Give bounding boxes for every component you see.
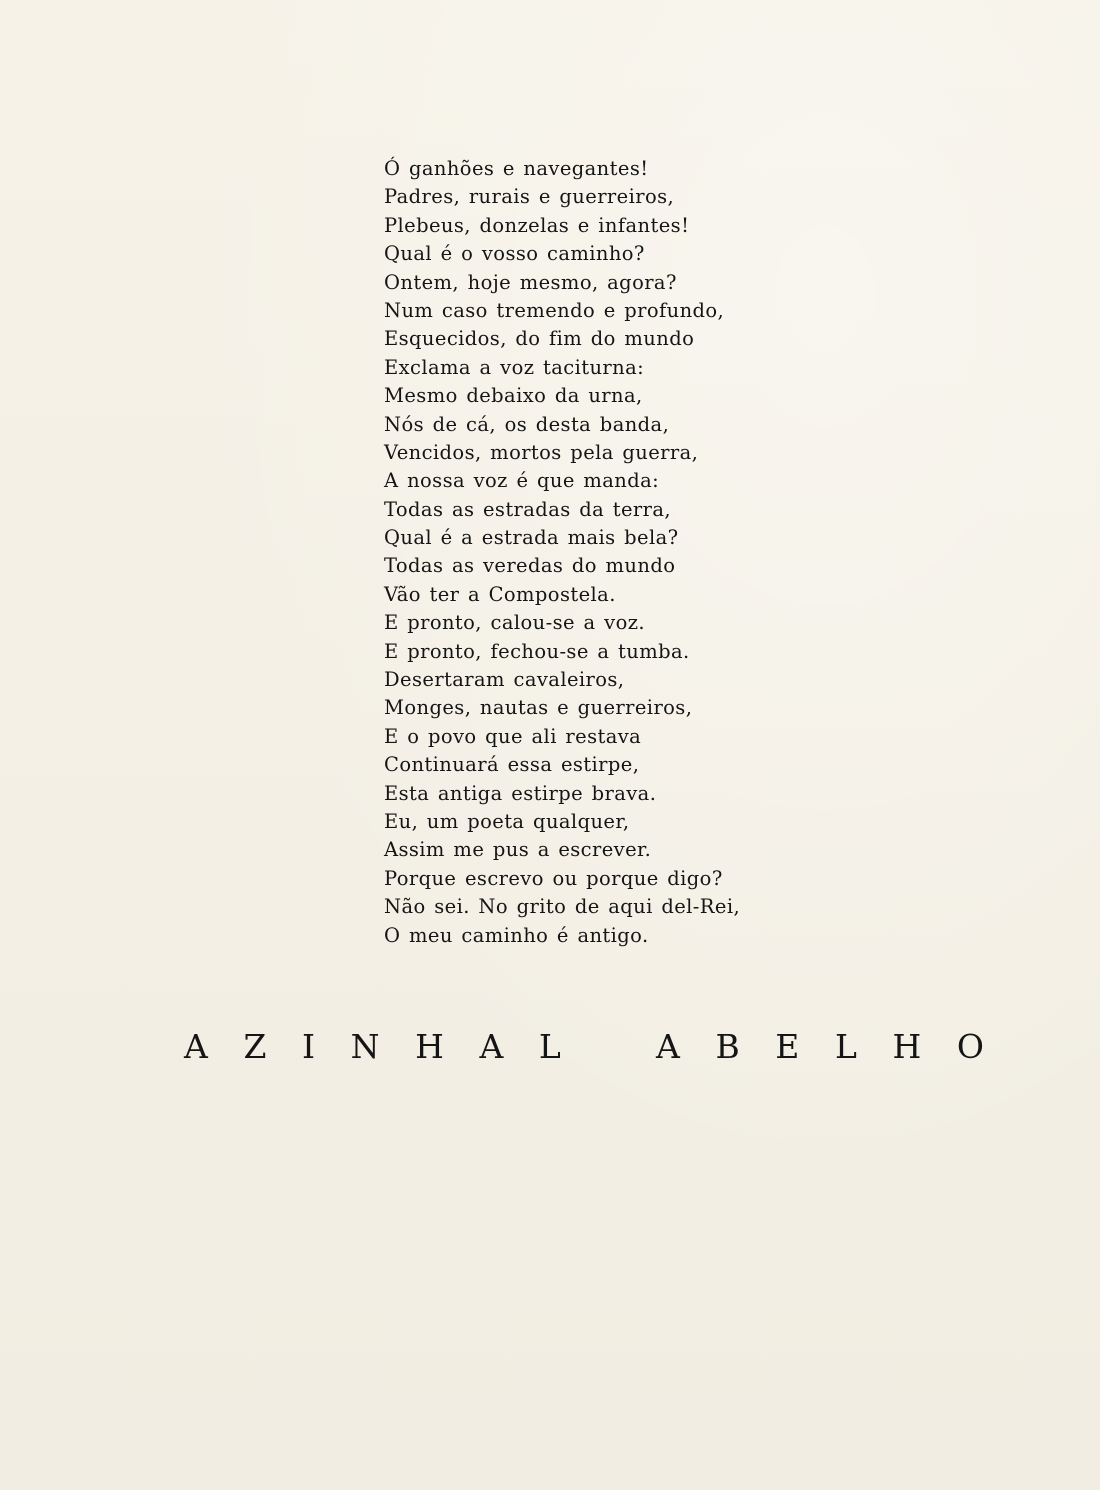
poem-line: Num caso tremendo e profundo, — [384, 298, 725, 322]
poem-line: Qual é a estrada mais bela? — [384, 526, 679, 550]
author-letter: B — [715, 1027, 740, 1066]
poem-line: Monges, nautas e guerreiros, — [384, 696, 693, 720]
author-letter: O — [956, 1027, 984, 1066]
poem-line: Eu, um poeta qualquer, — [384, 809, 630, 833]
poem-line: Porque escrevo ou porque digo? — [384, 866, 723, 890]
poem-line: Esquecidos, do fim do mundo — [384, 327, 695, 351]
poem-line: Ontem, hoje mesmo, agora? — [384, 270, 677, 294]
poem-line: Esta antiga estirpe brava. — [384, 781, 657, 805]
poem-line: E pronto, fechou-se a tumba. — [384, 639, 690, 663]
poem-line: Assim me pus a escrever. — [384, 838, 652, 862]
poem-line: Mesmo debaixo da urna, — [384, 384, 643, 408]
poem-line: Todas as veredas do mundo — [384, 554, 676, 578]
poem-line: O meu caminho é antigo. — [384, 923, 649, 947]
author-letter: Z — [243, 1027, 267, 1066]
poem-line: Plebeus, donzelas e infantes! — [384, 213, 690, 237]
poem-line: Vencidos, mortos pela guerra, — [384, 440, 699, 464]
author-letter: I — [301, 1027, 316, 1066]
author-letter: H — [415, 1027, 444, 1066]
poem-line: Vão ter a Compostela. — [384, 582, 616, 606]
poem-line: Nós de cá, os desta banda, — [384, 412, 670, 436]
author-name — [184, 1027, 984, 1067]
poem-line: Qual é o vosso caminho? — [384, 242, 645, 266]
author-letter: A — [656, 1027, 680, 1066]
poem-line: Todas as estradas da terra, — [384, 497, 671, 521]
poem-line: Ó ganhões e navegantes! — [384, 157, 649, 180]
poem-line: Não sei. No grito de aqui del-Rei, — [384, 895, 741, 919]
poem-line: Continuará essa estirpe, — [384, 753, 640, 777]
author-word-gap — [596, 1027, 620, 1067]
poem-line: A nossa voz é que manda: — [384, 469, 660, 493]
poem-line: E pronto, calou-se a voz. — [384, 611, 645, 635]
poem-line: Desertaram cavaleiros, — [384, 668, 625, 692]
poem-line: Exclama a voz taciturna: — [384, 355, 645, 379]
poem-line: Padres, rurais e guerreiros, — [384, 185, 675, 209]
author-letter: L — [834, 1027, 857, 1066]
author-letter: H — [892, 1027, 922, 1066]
poem-line: E o povo que ali restava — [384, 724, 642, 748]
author-letter: A — [184, 1027, 208, 1066]
author-letter: A — [479, 1027, 504, 1066]
poem — [384, 155, 844, 950]
author-letter: N — [350, 1027, 380, 1066]
author-letter: L — [538, 1027, 561, 1066]
author-letter: E — [775, 1027, 800, 1066]
